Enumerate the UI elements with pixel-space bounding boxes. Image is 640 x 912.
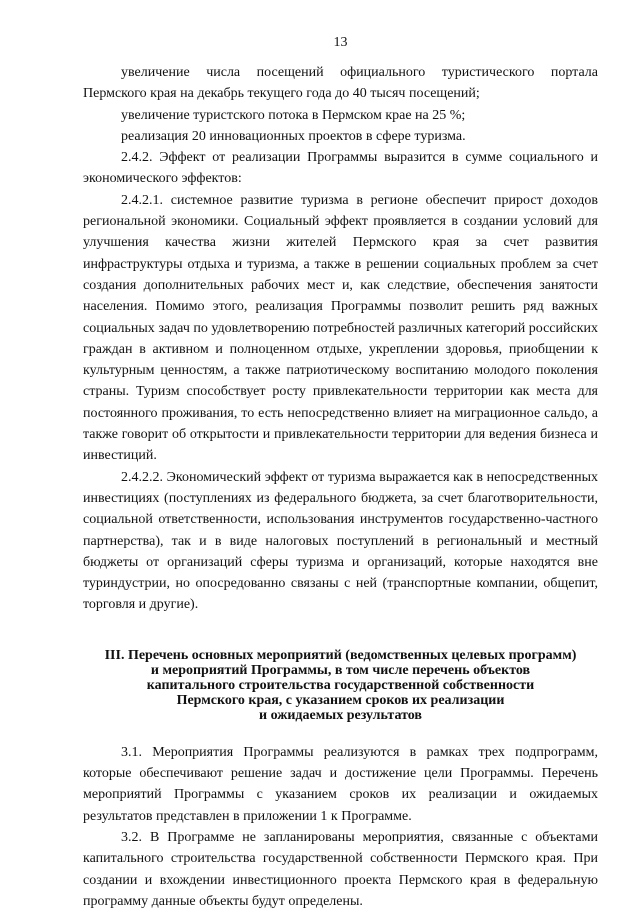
page-number: 13 xyxy=(333,35,348,50)
document-page xyxy=(83,0,598,912)
paragraph-3-1: 3.1. Мероприятия Программы реализуются в рамках трех подпрограмм, которые обеспечивают решение задач и достижение цели Программы. Перечень мероприятий Программы с указанием сроков их реализации и ожидаемых результатов представлен в приложении 1 к Программе. xyxy=(83,744,598,824)
section-heading xyxy=(89,648,592,723)
section-heading-line: и мероприятий Программы, в том числе перечень объектов xyxy=(150,662,531,678)
paragraph-2-4-2-2: 2.4.2.2. Экономический эффект от туризма выражается как в непосредственных инвестициях (поступлениях из федерального бюджета, за счет благотворительности, социальной ответственности, использования инструментов государственно-частного партнерства), так и в виде налоговых поступлений в региональный и местный бюджеты от организаций сферы туризма и организаций, которые находятся вне туриндустрии, но опосредованно связаны с ней (транспортные компании, общепит, торговля и другие). xyxy=(83,469,598,613)
section-heading-line: Пермского края, с указанием сроков их реализации xyxy=(176,692,505,708)
paragraph-3-2: 3.2. В Программе не запланированы мероприятия, связанные с объектами капитального строительства государственной собственности Пермского края. При создании и вхождении инвестиционного проекта Пермского края в федеральную программу данные объекты будут определены. xyxy=(83,829,598,909)
paragraph-tourist-flow: увеличение туристского потока в Пермском крае на 25 %; xyxy=(121,107,466,123)
paragraph-innovation-projects: реализация 20 инновационных проектов в сфере туризма. xyxy=(121,128,466,144)
paragraph-visits-increase: увеличение числа посещений официального туристического портала Пермского края на декабрь текущего года до 40 тысяч посещений; xyxy=(83,65,598,102)
section-heading-line: капитального строительства государственной собственности xyxy=(146,677,535,693)
section-heading-line: III. Перечень основных мероприятий (ведомственных целевых программ) xyxy=(104,647,577,663)
paragraph-2-4-2: 2.4.2. Эффект от реализации Программы выразится в сумме социального и экономического эффектов: xyxy=(83,150,598,187)
section-heading-line: и ожидаемых результатов xyxy=(259,707,422,723)
paragraph-2-4-2-1: 2.4.2.1. системное развитие туризма в регионе обеспечит прирост доходов региональной экономики. Социальный эффект проявляется в создании условий для улучшения качества жизни жителей Пермского края за счет развития инфраструктуры отдыха и туризма, а также в решении социальных проблем за счет создания дополнительных рабочих мест и, как следствие, обеспечения занятости населения. Помимо этого, реализация Программы позволит решить ряд важных социальных задач по удовлетворению потребностей различных категорий российских граждан в активном и полноценном отдыхе, укреплении здоровья, приобщении к культурным ценностям, а также патриотическому воспитанию молодого поколения страны. Туризм способствует росту привлекательности территории как места для постоянного проживания, то есть непосредственно влияет на миграционное сальдо, а также говорит об открытости и привлекательности территории для ведения бизнеса и инвестиций. xyxy=(83,192,598,464)
